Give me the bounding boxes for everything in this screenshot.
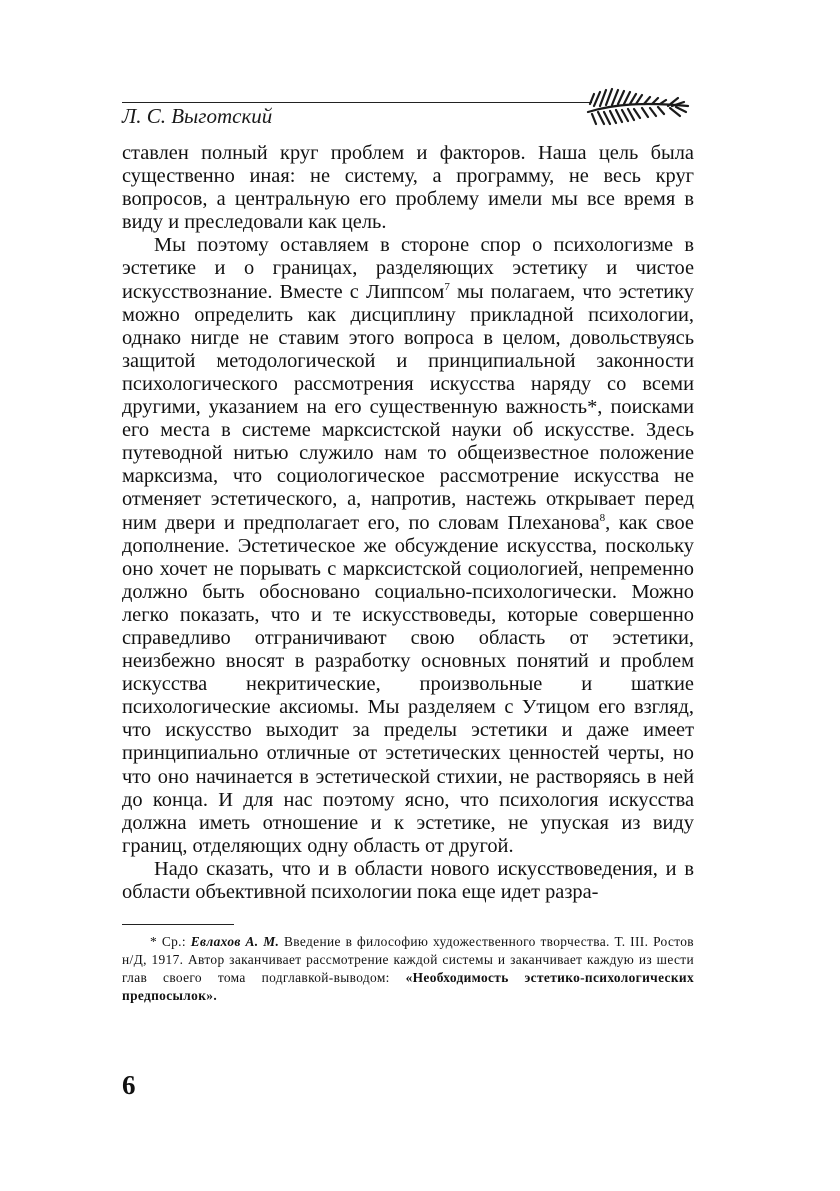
footnote-conclusion: «Необходимость эстетико-психологических предпосылок». bbox=[122, 970, 694, 1004]
paragraph-text: мы полагаем, что эстетику можно определить как дисциплину прикладной психологии, однако нигде не ставим этого вопроса в целом, довольствуясь защитой методологической и принципиальной законности психологического рассмотрения искусства наряду со всеми другими, указанием на его существенную важность*, поисками его места в системе марксистской науки об искусстве. Здесь путеводной нитью служило нам то общеизвестное положение марксизма, что социологическое рассмотрение искусства не отменяет эстетического, а, напротив, настежь открывает перед ним двери и предполагает его, по словам Плеханова bbox=[122, 280, 694, 534]
footnote-author: Евлахов А. М. bbox=[190, 934, 280, 950]
footnote-text: Введение в философию художественного творчества. Т. III. Ростов н/Д, 1917. Автор заканчивает рассмотрение каждой системы и заканчивает каждую из шести глав своего тома подглавкой-выводом: bbox=[122, 934, 694, 986]
paragraph-text: ставлен полный круг проблем и факторов. Наша цель была существенно иная: не систему, а программу, не весь круг вопросов, а центральную его проблему имели мы все время в виду и преследовали как цель. bbox=[122, 142, 694, 234]
body-text bbox=[122, 142, 694, 904]
header-rule bbox=[122, 102, 592, 103]
footnote bbox=[122, 933, 694, 1005]
running-header bbox=[122, 80, 694, 132]
book-page bbox=[122, 80, 694, 1018]
fern-ornament-icon bbox=[584, 82, 692, 128]
paragraph bbox=[122, 234, 694, 858]
footnote-marker: * Ср.: bbox=[150, 934, 191, 950]
paragraph-text: Мы поэтому оставляем в стороне спор о психологизме в эстетике и о границах, разделяющих эстетику и чистое искусствознание. Вместе с Липпсом bbox=[122, 234, 694, 303]
header-author: Л. С. Выготский bbox=[122, 104, 273, 128]
page-number: 6 bbox=[122, 1070, 136, 1100]
paragraph bbox=[122, 858, 694, 904]
paragraph bbox=[122, 142, 694, 234]
paragraph-text: Надо сказать, что и в области нового искусствоведения, и в области объективной психологии пока еще идет разра- bbox=[122, 857, 694, 903]
footnote-rule bbox=[122, 924, 234, 925]
paragraph-text: , как свое дополнение. Эстетическое же обсуждение искусства, поскольку оно хочет не порывать с марксистской социологией, непременно должно быть обосновано социально-психологически. Можно легко показать, что и те искусствоведы, которые совершенно справедливо отграничивают свою область от эстетики, неизбежно вносят в разработку основных понятий и проблем искусства некритические, произвольные и шаткие психологические аксиомы. Мы разделяем с Утицом его взгляд, что искусство выходит за пределы эстетики и даже имеет принципиально отличные от эстетических ценностей черты, но что оно начинается в эстетической стихии, не растворяясь в ней до конца. И для нас поэтому ясно, что психология искусства должна иметь отношение и к эстетике, не упуская из виду границ, отделяющих одну область от другой. bbox=[122, 511, 694, 857]
note-reference: 8 bbox=[599, 511, 606, 524]
note-reference: 7 bbox=[444, 280, 450, 293]
